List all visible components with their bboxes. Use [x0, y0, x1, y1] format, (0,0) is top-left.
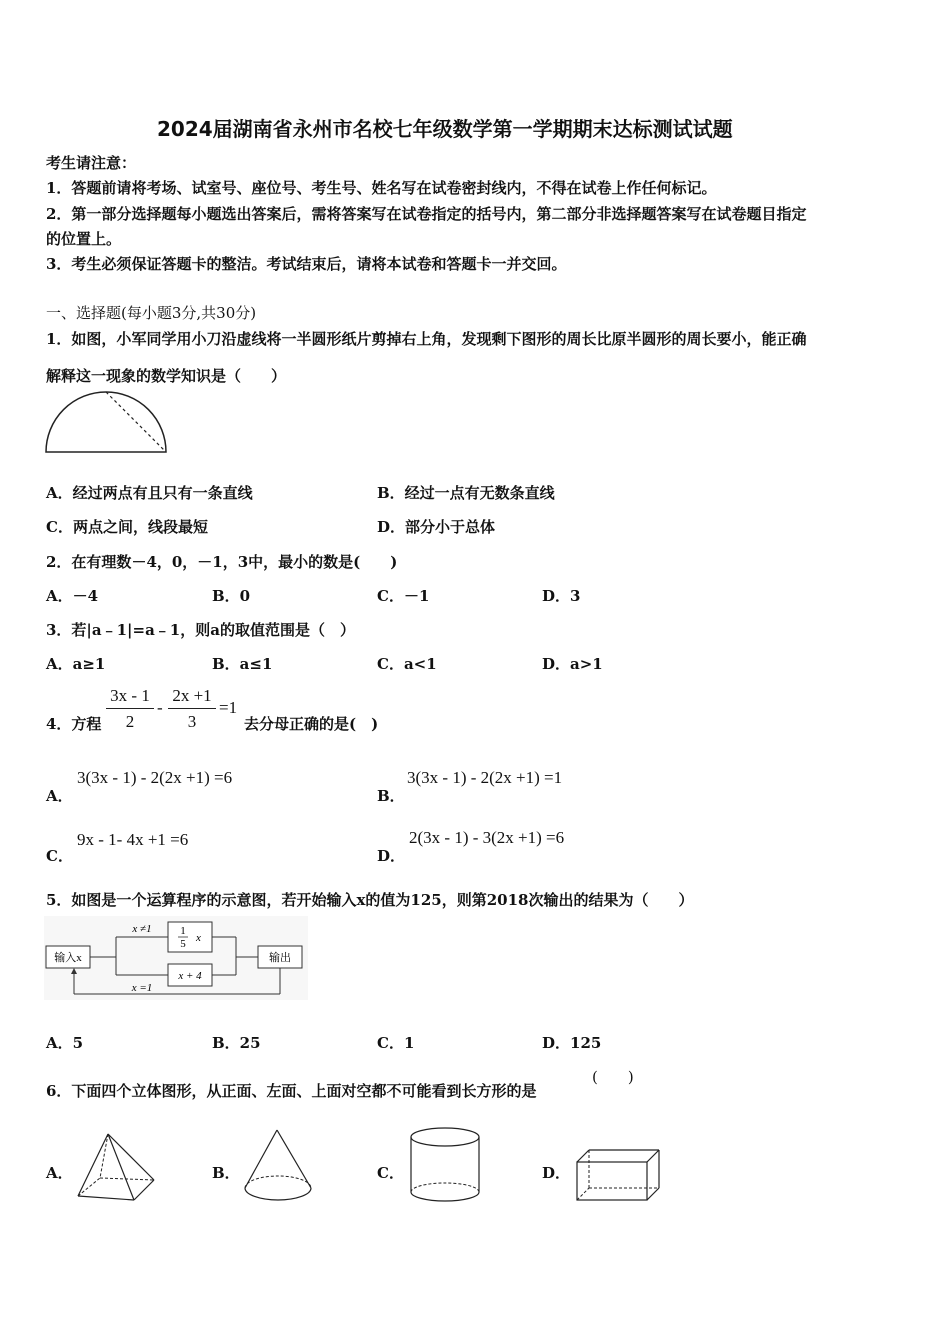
q3-option-d[interactable]: D．a>1 [542, 655, 603, 673]
q1-option-b[interactable]: B．经过一点有无数条直线 [377, 484, 555, 502]
q5-op-top-denominator: 5 [180, 938, 186, 950]
q4-suffix: 去分母正确的是( ) [244, 715, 379, 733]
q4-fraction-1-numerator: 3x - 1 [110, 686, 150, 705]
q4-fraction-2-numerator: 2x +1 [172, 686, 212, 705]
q4-label-b: B． [377, 787, 405, 805]
q4-fraction-1-denominator: 2 [125, 712, 135, 731]
q6-option-d-cuboid[interactable] [575, 1148, 661, 1202]
q4-option-d[interactable]: 2(3x - 1) - 3(2x +1) =6 [409, 828, 565, 847]
q4-option-b[interactable]: 3(3x - 1) - 2(2x +1) =1 [407, 768, 563, 787]
q2-option-d[interactable]: D．3 [542, 587, 581, 605]
q5-cond-top: x ≠1 [132, 923, 152, 935]
q4-label-d: D． [377, 847, 406, 865]
q6-option-b-cone[interactable] [243, 1128, 313, 1204]
q5-output-label: 输出 [269, 952, 291, 964]
notice-heading: 考生请注意： [46, 154, 137, 172]
q5-stem: 5．如图是一个运算程序的示意图，若开始输入x的值为125，则第2018次输出的结果为（ ） [46, 891, 694, 909]
notice-item-3: 3．考生必须保证答题卡的整洁。考试结束后，请将本试卷和答题卡一并交回。 [46, 255, 567, 273]
page-title: 2024届湖南省永州市名校七年级数学第一学期期末达标测试试题 [157, 117, 733, 141]
q2-option-a[interactable]: A．－4 [46, 587, 99, 605]
q6-label-b: B． [212, 1164, 240, 1182]
q5-op-top-variable: x [196, 932, 201, 944]
notice-item-2: 2．第一部分选择题每小题选出答案后，需将答案写在试卷指定的括号内，第二部分非选择题答案写在试卷题目指定 [46, 205, 807, 223]
q2-option-c[interactable]: C．－1 [377, 587, 430, 605]
q5-flow-diagram [44, 916, 308, 1000]
q5-option-d[interactable]: D．125 [542, 1034, 602, 1052]
q4-fraction-2-bar [168, 708, 216, 709]
q4-label-a: A． [46, 787, 73, 805]
q2-option-b[interactable]: B．0 [212, 587, 251, 605]
q3-option-c[interactable]: C．a<1 [377, 655, 437, 673]
q6-option-a-pyramid[interactable] [76, 1132, 156, 1202]
q3-option-a[interactable]: A．a≥1 [46, 655, 106, 673]
q5-option-b[interactable]: B．25 [212, 1034, 261, 1052]
q6-label-d: D． [542, 1164, 571, 1182]
section-heading: 一、选择题(每小题3分,共30分) [46, 304, 257, 322]
q4-fraction-1-bar [106, 708, 154, 709]
q6-label-c: C． [377, 1164, 404, 1182]
q1-option-a[interactable]: A．经过两点有且只有一条直线 [46, 484, 253, 502]
q4-fraction-2-denominator: 3 [187, 712, 197, 731]
q6-label-a: A． [46, 1164, 73, 1182]
q6-option-c-cylinder[interactable] [409, 1126, 481, 1204]
q4-option-a[interactable]: 3(3x - 1) - 2(2x +1) =6 [77, 768, 233, 787]
q5-op-bottom: x + 4 [178, 970, 202, 982]
q4-minus: - [157, 698, 163, 717]
q1-option-c[interactable]: C．两点之间，线段最短 [46, 518, 208, 536]
q5-input-label: 输入x [54, 952, 82, 964]
q1-stem-line2: 解释这一现象的数学知识是（ ） [46, 367, 287, 385]
q4-rhs: =1 [219, 698, 238, 717]
q3-stem: 3．若|a﹣1|=a﹣1，则a的取值范围是（ ） [46, 621, 355, 639]
q1-stem-line1: 1．如图，小军同学用小刀沿虚线将一半圆形纸片剪掉右上角，发现剩下图形的周长比原半圆形的周长要小，能正确 [46, 330, 807, 348]
q6-answer-paren: ( ) [592, 1068, 634, 1086]
q5-cond-bottom: x =1 [131, 982, 153, 994]
q2-stem: 2．在有理数－4，0，－1，3中，最小的数是( ) [46, 553, 398, 571]
q1-option-d[interactable]: D．部分小于总体 [377, 518, 496, 536]
notice-item-2-cont: 的位置上。 [46, 230, 122, 248]
q5-option-c[interactable]: C．1 [377, 1034, 415, 1052]
q1-semicircle-figure [44, 390, 168, 454]
q4-label-c: C． [46, 847, 73, 865]
q5-op-top-numerator: 1 [180, 925, 186, 937]
q6-stem: 6．下面四个立体图形，从正面、左面、上面对空都不可能看到长方形的是 [46, 1082, 537, 1100]
q5-option-a[interactable]: A．5 [46, 1034, 84, 1052]
q4-option-c[interactable]: 9x - 1- 4x +1 =6 [77, 830, 189, 849]
notice-item-1: 1．答题前请将考场、试室号、座位号、考生号、姓名写在试卷密封线内，不得在试卷上作任何标记。 [46, 179, 717, 197]
q3-option-b[interactable]: B．a≤1 [212, 655, 273, 673]
q4-prefix: 4．方程 [46, 715, 102, 733]
